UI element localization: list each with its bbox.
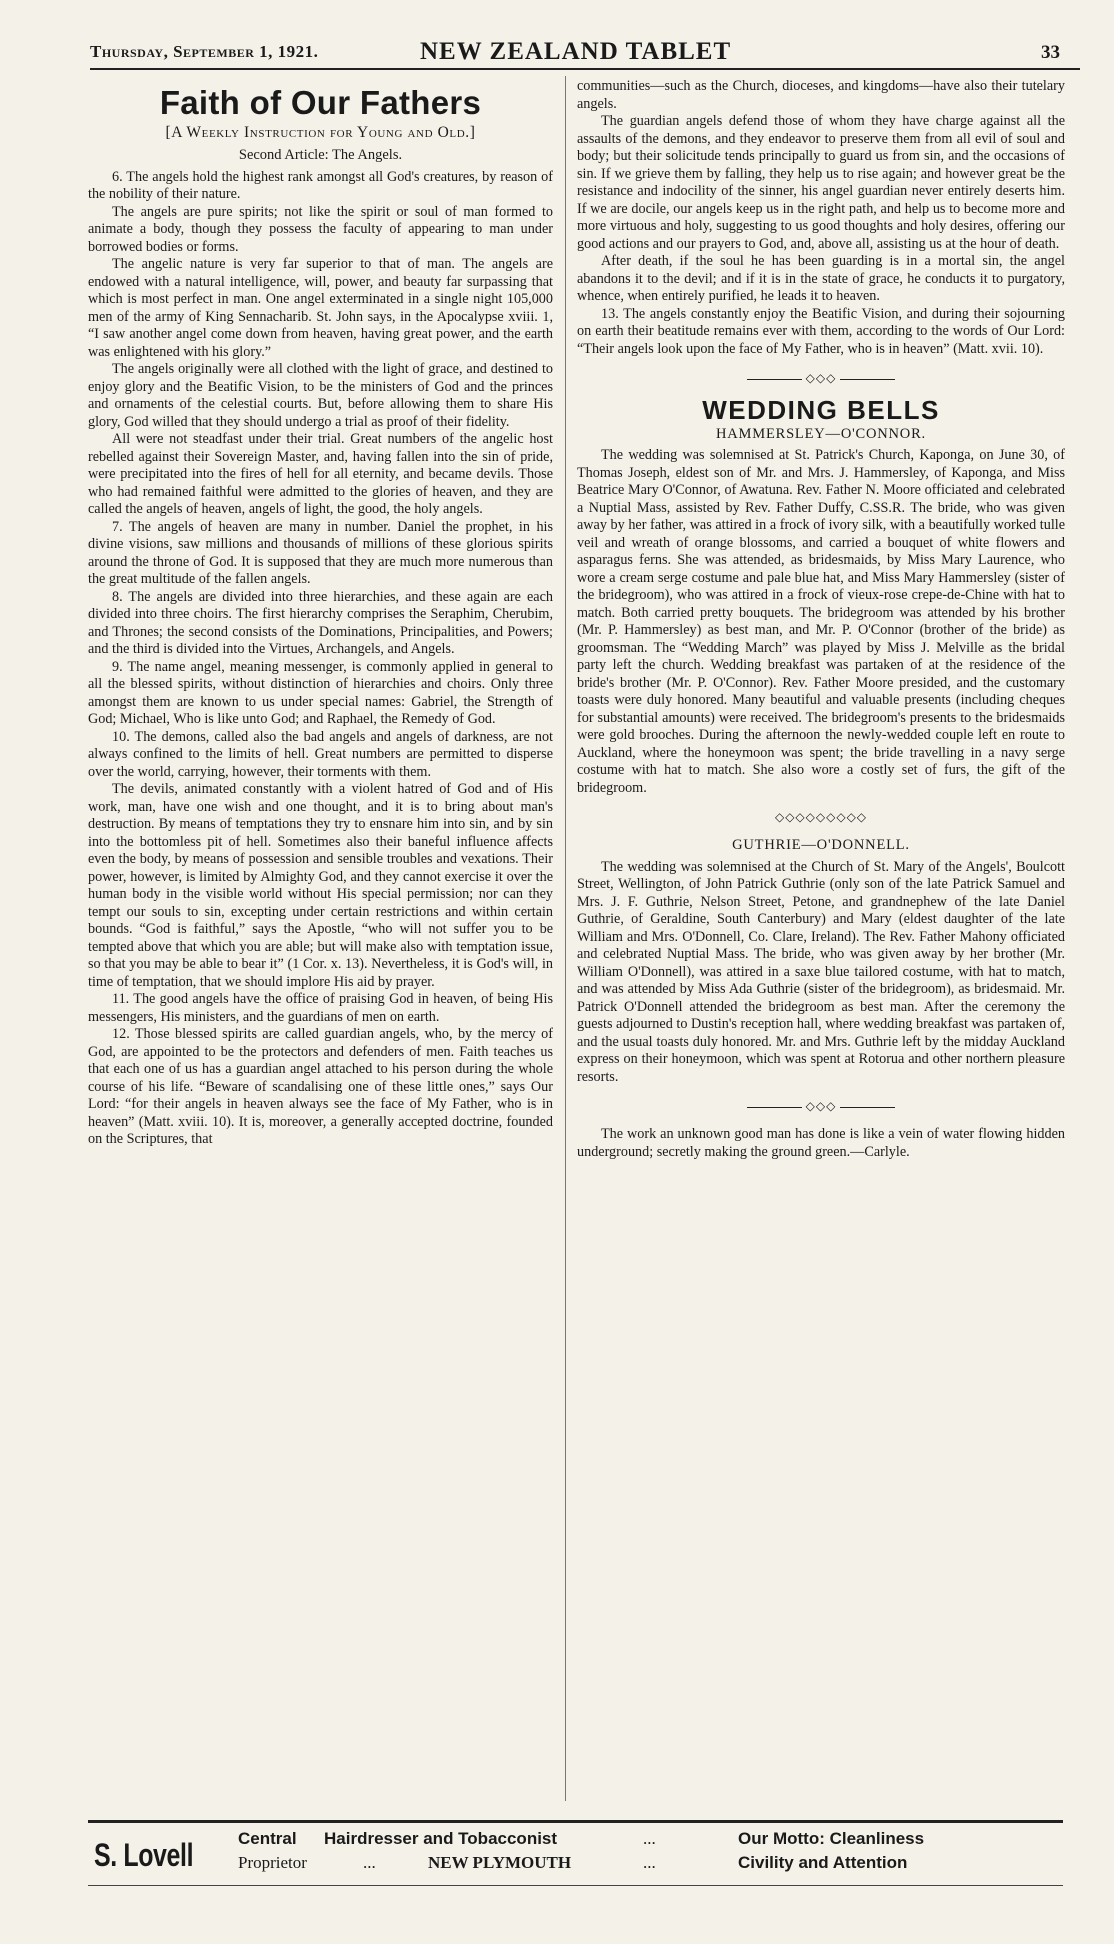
article-subtitle: [A Weekly Instruction for Young and Old.]	[165, 123, 476, 141]
article-paragraph: 8. The angels are divided into three hierarchies, and these again are each divided into three choirs. The first hierarchy comprises the Seraphim, Cherubim, and Thrones; the second consists of the Dominations, Principalities, and Powers; and the third is divided into the Virtues, Archangels, and Angels.	[88, 588, 553, 657]
ad-business: Hairdresser and Tobacconist	[324, 1829, 558, 1848]
ad-motto-line2: Civility and Attention	[738, 1853, 908, 1872]
article-paragraph: All were not steadfast under their trial. Great numbers of the angelic host rebelled against their Sovereign Master, and, having fallen into the sin of pride, were precipitated into the fires of hell for all eternity, and became devils. Those who had remained faithful were admitted to the glories of heaven, and they are called the angels of heaven, angels of light, the good, the holy angels.	[88, 431, 553, 517]
article-paragraph: After death, if the soul he has been guarding is in a mortal sin, the angel abandons it to the devil; and if it is in the state of grace, he conducts it to purgatory, whence, when entirely purified, he leads it to heaven.	[577, 253, 1065, 304]
article-paragraph: The angelic nature is very far superior to that of man. The angels are endowed with a natural intelligence, will, power, and beauty far surpassing that which is most perfect in man. One angel exterminated in a single night 105,000 men of the army of King Sennacharib. St. John says, in the Apocalypse xviii. 1, “I saw another angel come down from heaven, having great power, and the earth was enlightened with his glory.”	[88, 256, 553, 360]
article-paragraph: The devils, animated constantly with a violent hatred of God and of His work, man, have one wish and one thought, and it is to bring about man's destruction. By means of temptations they try to ensnare him into sin, and by sin into the bottomless pit of hell. Sometimes also their baneful influence affects even the body, by means of possession and sensible troubles and vexations. Their power, however, is limited by Almighty God, and they cannot exercise it over the human body in the visible world without His special permission; nor can they tempt our souls to sin, excepting under certain restrictions and within certain bounds. “God is faithful,” says the Apostle, “who will not suffer you to be tempted above that which you are able; but will make also with temptation issue, so that you may be able to bear it” (1 Cor. x. 13). Nevertheless, it is God's will, in time of temptation, that we should implore His aid by prayer.	[88, 781, 553, 990]
right-column	[577, 78, 1065, 1778]
wedding-bells-title: WEDDING BELLS	[702, 395, 940, 425]
ad-motto-line1: Our Motto: Cleanliness	[738, 1829, 925, 1848]
article-paragraph: The angels originally were all clothed with the light of grace, and destined to enjoy glory and the Beatific Vision, to be the ministers of God and the princes and ornaments of the celestial courts. But, before allowing them to share His glory, God willed that they should undergo a trial as proof of their fidelity.	[88, 361, 553, 430]
issue-date: Thursday, September 1, 1921.	[90, 42, 319, 61]
advertisement	[88, 1820, 1063, 1886]
article-paragraph: 11. The good angels have the office of praising God in heaven, of being His messengers, His ministers, and the guardians of men on earth.	[88, 991, 553, 1025]
ad-dots: ...	[363, 1853, 376, 1872]
article-paragraph: 12. Those blessed spirits are called guardian angels, who, by the mercy of God, are appointed to be the protectors and defenders of men. Faith teaches us that each one of us has a guardian angel attached to his person during the whole course of his life. “Beware of scandalising one of these little ones,” says Our Lord: “for their angels in heaven always see the face of My Father, who is in heaven” (Matt. xviii. 10). It is, moreover, a generally accepted doctrine, founded on the Scriptures, that	[88, 1026, 553, 1147]
page-number: 33	[1041, 42, 1060, 63]
article-section-label: Second Article: The Angels.	[238, 147, 403, 163]
article-paragraph: 6. The angels hold the highest rank amongst all God's creatures, by reason of the nobility of their nature.	[88, 168, 553, 202]
wedding-text: The wedding was solemnised at St. Patrick's Church, Kaponga, on June 30, of Thomas Joseph, eldest son of Mr. and Mrs. J. Hammersley, of Kaponga, and Miss Beatrice Mary O'Connor, of Awatuna. Rev. Father N. Moore officiated and celebrated a Nuptial Mass, assisted by Rev. Father Duffy, C.SS.R. The bride, who was given away by her father, was attired in a frock of ivory silk, with a beautifully worked tulle veil and wreath of orange blossoms, and carried a bouquet of white flowers and asparagus ferns. She was attended, as bridesmaids, by Miss Mary Laurence, who wore a cream serge costume and pale blue hat, and Miss Mary Hammersley (sister of the bridegroom), who was attired in a frock of vieux-rose crepe-de-Chine with hat to match. Both carried pretty bouquets. The bridegroom was attended by his brother (Mr. P. Hammersley) as best man, and Mr. P. O'Connor (brother of the bride) as groomsman. The “Wedding March” was played by Miss J. Melville as the bridal party left the church. Wedding breakfast was partaken of at the residence of the bride's brother (Mr. P. O'Connor). Rev. Father Moore presided, and the customary toasts were duly honored. Many beautiful and valuable presents (including cheques for substantial amounts) were received. The bridegroom's presents to the bridesmaids were gold brooches. During the afternoon the newly-wedded couple left en route to Auckland, where the honeymoon was spent; the bride travelling in a navy serge costume with hat to match. She also wore a costly set of furs, the gift of the bridegroom.	[577, 447, 1065, 796]
ad-central-label: Central	[238, 1829, 297, 1848]
ad-proprietor-label: Proprietor	[238, 1853, 307, 1872]
masthead	[90, 38, 1080, 70]
article-paragraph: 10. The demons, called also the bad angels and angels of darkness, are not always confined to the limits of hell. Great numbers are permitted to disperse over the world, carrying, however, their torments with them.	[88, 728, 553, 780]
section-ornament: ◇◇◇	[577, 372, 1065, 384]
article-paragraph: The guardian angels defend those of whom they have charge against all the assaults of the demons, and they endeavor to preserve them from all evil of soul and body; but their solicitude tends principally to guard us from sin, and the occasions of sin. If we grieve them by falling, they help us to rise again; and however great be the resistance and indocility of the sinner, his angel guardian never entirely deserts him. If we are docile, our angels keep us in the right path, and help us to become more and more virtuous and holy, suggesting to us good thoughts and holy desires, offering our good actions and our prayers to God, and, above all, assisting us at the hour of death.	[577, 113, 1065, 252]
advertiser-name: S. Lovell	[94, 1837, 194, 1873]
carlyle-quote: The work an unknown good man has done is like a vein of water flowing hidden underground; secretly making the ground green.—Carlyle.	[577, 1126, 1065, 1160]
ad-location: NEW PLYMOUTH	[428, 1853, 572, 1872]
article-paragraph: The angels are pure spirits; not like the spirit or soul of man formed to animate a body, though they possess the faculty of appearing to man under borrowed bodies or forms.	[88, 203, 553, 255]
ad-dots: ...	[643, 1853, 656, 1872]
section-ornament: ◇◇◇◇◇◇◇◇◇	[774, 810, 868, 824]
ad-dots: ...	[643, 1829, 656, 1848]
article-title: Faith of Our Fathers	[159, 84, 482, 121]
section-ornament: ◇◇◇	[577, 1100, 1065, 1112]
article-paragraph: 7. The angels of heaven are many in number. Daniel the prophet, in his divine visions, saw millions and thousands of millions of these glorious spirits around the throne of God. It is supposed that they are much more numerous than the great multitude of the fallen angels.	[88, 518, 553, 587]
article-paragraph: 13. The angels constantly enjoy the Beatific Vision, and during their sojourning on earth their beatitude remains ever with them, according to the words of Our Lord: “Their angels look upon the face of My Father, who is in heaven” (Matt. xvii. 10).	[577, 305, 1065, 357]
newspaper-title: NEW ZEALAND TABLET	[420, 38, 732, 65]
faith-article	[88, 80, 553, 1780]
article-paragraph: 9. The name angel, meaning messenger, is commonly applied in general to all the blessed spirits, without distinction of hierarchies and choirs. Only three amongst them are known to us under special names: Gabriel, the Strength of God; Michael, Who is like unto God; and Raphael, the Remedy of God.	[88, 658, 553, 727]
wedding-heading: GUTHRIE—O'DONNELL.	[732, 837, 910, 853]
column-divider	[565, 76, 566, 1801]
wedding-heading: HAMMERSLEY—O'CONNOR.	[716, 425, 926, 442]
article-continuation: communities—such as the Church, dioceses, and kingdoms—have also their tutelary angels.	[577, 78, 1065, 112]
wedding-text: The wedding was solemnised at the Church of St. Mary of the Angels', Boulcott Street, Wellington, of John Patrick Guthrie (only son of the late Patrick Samuel and Mrs. J. F. Guthrie, Nelson Street, Petone, and grandnephew of the late Daniel Guthrie, of Geraldine, South Canterbury) and Mary (eldest daughter of the late William and Mrs. O'Donnell, Co. Clare, Ireland). The Rev. Father Mahony officiated and celebrated Nuptial Mass. The bride, who was given away by her brother (Mr. William O'Donnell), was attired in a saxe blue tailored costume, with hat to match, and was attended by Miss Ada Guthrie (sister of the bridegroom), as bridesmaid. Mr. Patrick O'Donnell attended the bridegroom as best man. After the ceremony the guests adjourned to Dustin's reception hall, where wedding breakfast was partaken of, and the usual toasts duly honored. Mr. and Mrs. Guthrie left by the midday Auckland express on their honeymoon, which was spent at Rotorua and other northern pleasure resorts.	[577, 858, 1065, 1085]
